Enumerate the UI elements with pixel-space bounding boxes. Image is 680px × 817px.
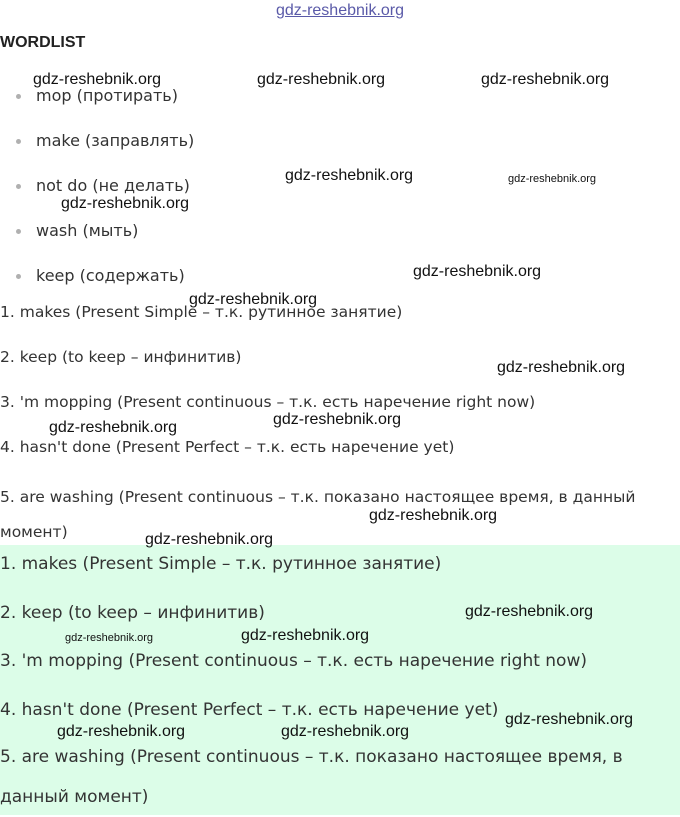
watermark: gdz-reshebnik.org [145, 531, 274, 548]
answer-box-line: 5. are washing (Present continuous – т.к. показано настоящее время, в данный момент) [0, 747, 623, 807]
watermark: gdz-reshebnik.org [281, 723, 410, 740]
answer-line: 3. 'm mopping (Present continuous – т.к. есть наречение right now) [0, 393, 536, 411]
answer-box-line: 2. keep (to keep – инфинитив) [0, 602, 265, 623]
watermark: gdz-reshebnik.org [497, 359, 626, 376]
answers-box-list [0, 551, 680, 817]
wordlist-title: WORDLIST [0, 34, 86, 51]
watermark: gdz-reshebnik.org [257, 71, 386, 88]
watermark: gdz-reshebnik.org [33, 71, 162, 88]
watermark: gdz-reshebnik.org [273, 411, 402, 428]
watermark: gdz-reshebnik.org [189, 291, 318, 308]
watermark: gdz-reshebnik.org [465, 603, 594, 620]
watermark: gdz-reshebnik.org [241, 627, 370, 644]
watermark: gdz-reshebnik.org [285, 167, 414, 184]
watermark: gdz-reshebnik.org [65, 632, 154, 644]
watermark: gdz-reshebnik.org [508, 173, 597, 185]
watermark: gdz-reshebnik.org [505, 711, 634, 728]
site-header-link[interactable]: gdz-reshebnik.org [275, 2, 405, 19]
answer-line: 4. hasn't done (Present Perfect – т.к. есть наречение yet) [0, 438, 455, 456]
list-item: wash (мыть) [16, 221, 194, 266]
list-item: not do (не делать) [16, 176, 194, 221]
watermark: gdz-reshebnik.org [413, 263, 542, 280]
list-item: mop (протирать) [16, 86, 194, 131]
answer-box-line: 4. hasn't done (Present Perfect – т.к. есть наречение yet) [0, 699, 499, 720]
watermark: gdz-reshebnik.org [61, 195, 190, 212]
watermark: gdz-reshebnik.org [57, 723, 186, 740]
watermark: gdz-reshebnik.org [49, 419, 178, 436]
answer-box-line: 1. makes (Present Simple – т.к. рутинное занятие) [0, 554, 442, 574]
watermark: gdz-reshebnik.org [369, 507, 498, 524]
answer-line: 2. keep (to keep – инфинитив) [0, 348, 242, 366]
answer-box-line: 3. 'm mopping (Present continuous – т.к. есть наречение right now) [0, 651, 587, 671]
list-item: keep (содержать) [16, 266, 194, 311]
watermark: gdz-reshebnik.org [481, 71, 610, 88]
answer-line: 5. are washing (Present continuous – т.к. показано настоящее время, в данный момент) [0, 488, 636, 541]
list-item: make (заправлять) [16, 131, 194, 176]
answer-line: 1. makes (Present Simple – т.к. рутинное занятие) [0, 303, 403, 321]
